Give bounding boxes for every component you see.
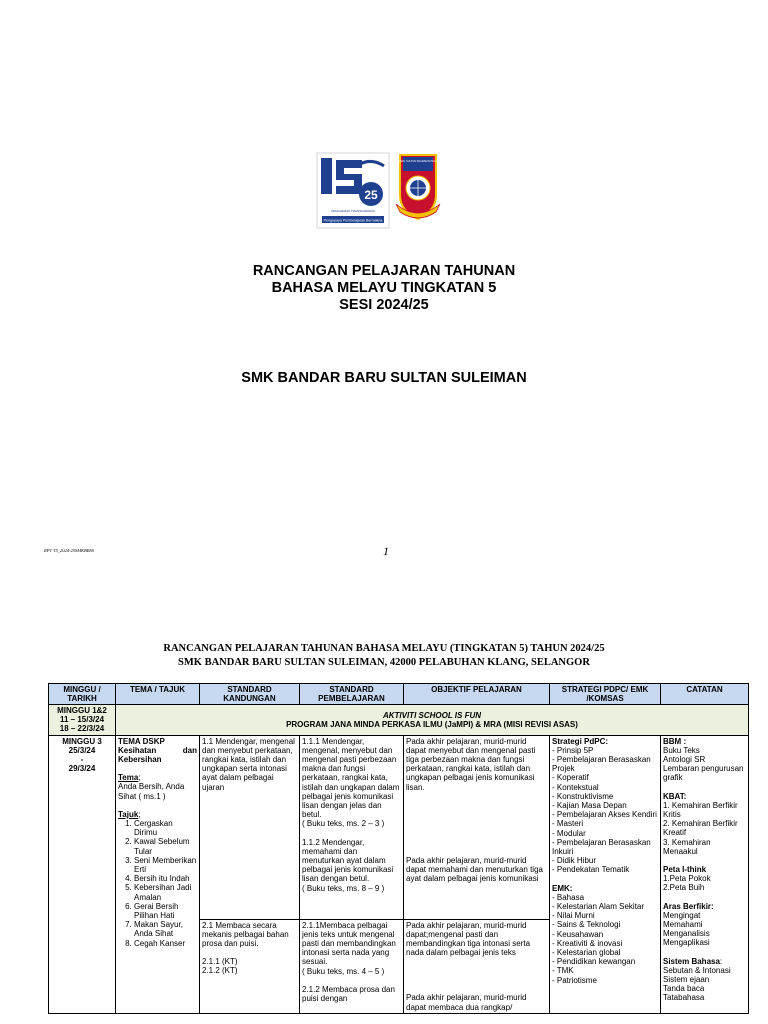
- emk-header: EMK:: [552, 883, 573, 893]
- strategy-cell: [550, 735, 661, 1013]
- objective-1: Pada akhir pelajaran, murid-murid dapat menyebut dan mengenal pasti tiga perbezaan makna dan fungsi perkataan, rangkai kata, istilah dan ungkapan pelbagai jenis komunikasi lisan.: [406, 736, 536, 792]
- learning-standard-1: 1.1.1 Mendengar, mengenal, menyebut dan mengenal pasti perbezaan makna dan fungsi perkataan, rangkai kata, istilah dan ungkapan dalam pelbagai jenis komunikasi lisan dengan jelas dan betul.: [302, 736, 400, 820]
- learning-standard-2: 1.1.2 Mendengar, memahami dan menuturkan ayat dalam pelbagai jenis komunikasi lisan dengan betul.: [302, 837, 394, 884]
- list-item: 2.Peta Buih: [663, 883, 705, 893]
- strategy-header: Strategi PdPC:: [552, 736, 609, 746]
- list-item: - Modular: [552, 828, 586, 838]
- week-label: MINGGU 3: [62, 736, 102, 746]
- list-item: - Prinsip 5P: [552, 745, 594, 755]
- list-item: Buku Teks: [663, 745, 700, 755]
- list-item: 7. Makan Sayur, Anda Sihat: [134, 920, 197, 938]
- page-number: 1: [383, 544, 389, 558]
- sistem-header: Sistem Bahasa: [663, 956, 720, 966]
- logo-caption: PENGGERAK TRANSFORMASI: [331, 209, 375, 213]
- school-crest-logo: [380, 155, 456, 219]
- list-item: 1. Kemahiran Berfikir Kritis: [663, 800, 738, 820]
- objective-2: Pada akhir pelajaran, murid-murid dapat memahami dan menuturkan tiga ayat dalam pelbagai jenis komunikasi: [406, 855, 543, 884]
- header-objective: OBJEKTIF PELAJARAN: [404, 684, 550, 705]
- logo-number: 25: [364, 188, 378, 202]
- list-item: - Pembelajaran Berasaskan Inkuiri: [552, 837, 651, 857]
- list-item: 4. Bersih itu Indah: [134, 874, 197, 883]
- list-item: - Kontekstual: [552, 782, 599, 792]
- theme-cell: TEMA DSKP Kesihatan dan Kebersihan Tema; Anda Bersih, Anda Sihat ( ms.1 ) Tajuk; 1. Cergaskan Dirimu 2. Kawal Sebelum Tular 3. Seni Memberikan Erti 4. Bersih itu Indah 5. Kebersihan Jadi Amalan 6. Gerai Bersih Pilihan Hati 7. Makan Sayur, Anda Sihat 8. Cegah Kanser: [116, 735, 200, 1013]
- list-item: 5. Kebersihan Jadi Amalan: [134, 883, 197, 901]
- learning-standard-4: 2.1.2 Membaca prosa dan puisi dengan: [302, 984, 395, 1004]
- list-item: - Konstruktivisme: [552, 791, 614, 801]
- header-theme: TEMA / TAJUK: [116, 684, 200, 705]
- objective-block-1: [404, 736, 549, 920]
- list-item: - Pembelajaran Berasaskan Projek: [552, 755, 651, 774]
- table-row: [49, 705, 749, 736]
- list-item: Mengaplikasi: [663, 938, 710, 948]
- list-item: Mengingat: [663, 910, 701, 920]
- list-item: 6. Gerai Bersih Pilihan Hati: [134, 902, 197, 920]
- title-line-2: BAHASA MELAYU TINGKATAN 5: [271, 280, 497, 296]
- list-item: Sistem ejaan: [663, 975, 710, 985]
- objective-3: Pada akhir pelajaran, murid-murid dapat;mengenal pasti dan membandingkan tiga intonasi serta nada dalam pelbagai jenis teks: [406, 920, 531, 958]
- transformasi-25-logo: [317, 153, 389, 228]
- week-date: 25/3/24: [68, 745, 96, 755]
- header-strategy: STRATEGI PDPC/ EMK /KOMSAS: [550, 684, 661, 705]
- school-logos: [316, 152, 456, 230]
- footer-code: RPT T5_2024-25SMKBBSS: [44, 548, 95, 553]
- list-item: - Masteri: [552, 819, 584, 829]
- school-name: SMK BANDAR BARU SULTAN SULEIMAN: [241, 370, 527, 386]
- list-item: Tatabahasa: [663, 993, 705, 1003]
- list-item: 1.Peta Pokok: [663, 874, 711, 884]
- list-item: Menganalisis: [663, 929, 710, 939]
- list-item: - Sains & Teknologi: [552, 920, 621, 930]
- activity-cell: [116, 705, 749, 736]
- theme-name: Kesihatan dan Kebersihan: [118, 745, 197, 765]
- list-item: 2. Kemahiran Berfikir Kreatif: [663, 819, 738, 838]
- list-item: - Pembelajaran Akses Kendiri: [552, 810, 657, 820]
- aras-header: Aras Berfikir:: [663, 901, 714, 911]
- week-date: 18 – 22/3/24: [59, 724, 105, 734]
- list-item: - Keusahawan: [552, 929, 604, 939]
- ithink-header: Peta I-think: [663, 865, 707, 875]
- notes-cell: BBM : Buku Teks Antologi SR Lembaran pengurusan grafik KBAT: 1. Kemahiran Berfikir Kritis 2. Kemahiran Berfikir Kreatif 3. Kemahiran Menaakul Peta I-think 1.Peta Pokok 2.Peta Buih Aras Berfikir: Mengingat Memahami Menganalisis Mengaplikasi Sistem Bahasa: Sebutan & Intonasi Sistem ejaan Tanda baca Tatabahasa: [661, 735, 749, 1013]
- learning-standard-3: 2.1.1Membaca pelbagai jenis teks untuk mengenal pasti dan membandingkan intonasi serta nada yang sesuai.: [302, 920, 396, 967]
- list-item: - Kajian Masa Depan: [552, 801, 627, 811]
- title-line-1: RANCANGAN PELAJARAN TAHUNAN: [252, 263, 516, 279]
- activity-program: PROGRAM JANA MINDA PERKASA ILMU (JaMPI) & MRA (MISI REVISI ASAS): [286, 719, 578, 729]
- list-item: 3. Kemahiran Menaakul: [663, 837, 711, 856]
- list-item: - Nilai Murni: [552, 911, 595, 921]
- table-header-row: [49, 684, 749, 705]
- content-standard-2-block: [200, 920, 299, 977]
- week-cell: [49, 705, 116, 736]
- strategy-list: [552, 746, 658, 875]
- list-item: 1. Cergaskan Dirimu: [134, 819, 197, 837]
- learning-standard-block-1: [300, 736, 403, 920]
- list-item: Sebutan & Intonasi: [663, 965, 731, 975]
- content-standard-cell: [200, 735, 300, 1013]
- list-item: 2. Kawal Sebelum Tular: [134, 837, 197, 855]
- list-item: Tanda baca: [663, 984, 705, 994]
- topic-list: [118, 819, 197, 948]
- content-standard-2-a: 2.1.1 (KT): [202, 957, 238, 967]
- week-date: 29/3/24: [68, 764, 96, 774]
- tema-label: Tema: [118, 773, 139, 783]
- list-item: - Didik Hibur: [552, 856, 597, 866]
- kbat-header: KBAT:: [663, 791, 687, 801]
- list-item: - Kelestarian Alam Sekitar: [552, 902, 645, 912]
- list-item: 3. Seni Memberikan Erti: [134, 856, 197, 874]
- week-date: 11 – 15/3/24: [59, 715, 105, 725]
- list-item: - Kreativiti & inovasi: [552, 938, 623, 948]
- theme-header: TEMA DSKP: [118, 736, 165, 746]
- learning-standard-cell: [300, 735, 404, 1013]
- bbm-header: BBM :: [663, 736, 687, 746]
- list-item: 8. Cegah Kanser: [134, 939, 197, 948]
- emk-list: [552, 893, 658, 985]
- header-content-standard: STANDARD KANDUNGAN: [200, 684, 300, 705]
- logo-tagline: Pengupaya Pembelajaran Bermakna: [323, 218, 383, 223]
- content-standard-2-b: 2.1.2 (KT): [202, 966, 238, 976]
- content-standard-2: 2.1 Membaca secara mekanis pelbagai bahan prosa dan puisi.: [202, 920, 289, 949]
- list-item: Memahami: [663, 920, 703, 930]
- list-item: Lembaran pengurusan grafik: [663, 764, 744, 783]
- learning-standard-block-2: [300, 920, 403, 1005]
- learning-standard-1-ref: ( Buku teks, ms. 2 – 3 ): [302, 819, 385, 829]
- objective-cell: [404, 735, 550, 1013]
- plan-title: [0, 263, 768, 314]
- list-item: - Koperatif: [552, 773, 589, 783]
- table-heading-1: RANCANGAN PELAJARAN TAHUNAN BAHASA MELAYU (TINGKATAN 5) TAHUN 2024/25: [163, 643, 605, 654]
- tajuk-label: Tajuk: [118, 809, 139, 819]
- title-line-3: SESI 2024/25: [339, 297, 429, 313]
- annual-plan-table: [48, 683, 749, 1014]
- header-week: MINGGU / TARIKH: [49, 684, 116, 705]
- activity-title: AKTIVITI SCHOOL IS FUN: [382, 710, 482, 720]
- list-item: Antologi SR: [663, 755, 706, 765]
- table-row: [49, 735, 749, 1013]
- header-learning-standard: STANDARD PEMBELAJARAN: [300, 684, 404, 705]
- objective-4: Pada akhir pelajaran, murid-murid dapat membaca dua rangkap/: [406, 993, 527, 1012]
- list-item: - Patriotisme: [552, 975, 597, 985]
- week-label: MINGGU 1&2: [57, 706, 107, 715]
- date-dash: -: [80, 755, 84, 765]
- week-cell: [49, 735, 116, 1013]
- learning-standard-3-ref: ( Buku teks, ms. 4 – 5 ): [302, 966, 385, 976]
- table-heading-2: SMK BANDAR BARU SULTAN SULEIMAN, 42000 PELABUHAN KLANG, SELANGOR: [178, 657, 590, 668]
- objective-block-2: [404, 920, 549, 1013]
- content-standard-1: 1.1 Mendengar, mengenal dan menyebut perkataan, rangkai kata, istilah dan ungkapan serta intonasi ayat dalam pelbagai ujaran: [200, 736, 299, 920]
- learning-standard-2-ref: ( Buku teks, ms. 8 – 9 ): [302, 883, 385, 893]
- list-item: - Bahasa: [552, 892, 585, 902]
- crest-text: SMK BANDAR BARU SULTAN SULEIMAN PELABUHAN KLANG: [380, 160, 456, 163]
- list-item: - Kelestarian global: [552, 948, 621, 958]
- list-item: - Pendidikan kewangan: [552, 957, 636, 967]
- tema-value: Anda Bersih, Anda Sihat ( ms.1 ): [118, 782, 185, 801]
- list-item: - Pendekatan Tematik: [552, 865, 630, 875]
- list-item: - TMK: [552, 966, 574, 976]
- header-notes: CATATAN: [661, 684, 749, 705]
